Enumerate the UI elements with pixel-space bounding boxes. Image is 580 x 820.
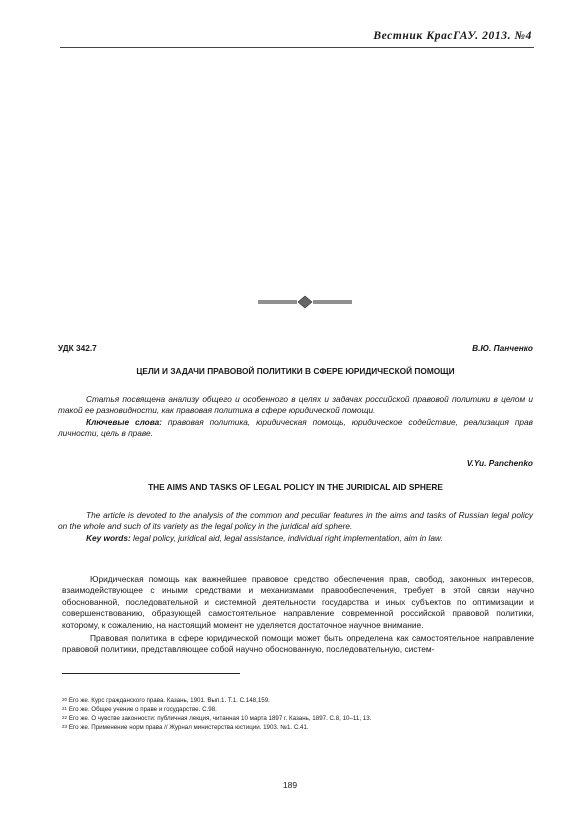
footnote-separator	[62, 673, 240, 674]
keywords-en-label: Key words:	[86, 533, 131, 543]
footnote-text: Его же. Применение норм права // Журнал министерства юстиции. 1903. №1. С.41.	[68, 724, 309, 731]
keywords-en-text: legal policy, juridical aid, legal assistance, individual right implementation, aim in law.	[133, 533, 443, 543]
keywords-ru	[58, 417, 533, 439]
diamond-divider-icon	[258, 295, 352, 309]
footnote-number: 23	[62, 724, 68, 729]
keywords-ru-text: правовая политика, юридическая помощь, юридическое содействие, реализация прав личности, цель в праве.	[58, 417, 533, 438]
body-paragraph-1: Юридическая помощь как важнейшее правовое средство обеспечения прав, свобод, законных интересов, взаимодействующее с иными средствами и механизмами правообеспечения, требует в этой связи научно обоснованной, последовательной и системной деятельности государства и иных субъектов по оптимизации и совершенствованию, образующей самостоятельное направление современной российской правовой политики, которому, к сожалению, на настоящий момент не уделяется достаточное научное внимание.	[62, 574, 534, 630]
footnote-number: 21	[62, 706, 68, 711]
keywords-en	[58, 533, 533, 544]
footnote	[62, 697, 534, 705]
footnote	[62, 706, 534, 714]
page-number: 189	[282, 780, 298, 790]
footnote-text: Его же. О чувстве законности: публичная лекция, читанная 10 марта 1897 г. Казань, 1897. С.8, 10–11, 13.	[68, 715, 372, 722]
header-rule	[60, 47, 534, 48]
footnote-text: Его же. Общее учение о праве и государстве. С.98.	[68, 706, 217, 713]
keywords-ru-label: Ключевые слова:	[86, 417, 162, 427]
author-ru: В.Ю. Панченко	[472, 343, 533, 353]
title-ru: ЦЕЛИ И ЗАДАЧИ ПРАВОВОЙ ПОЛИТИКИ В СФЕРЕ ЮРИДИЧЕСКОЙ ПОМОЩИ	[136, 366, 455, 376]
footnote-number: 20	[62, 697, 68, 702]
footnote	[62, 724, 534, 732]
udk-code: УДК 342.7	[58, 343, 97, 353]
body-paragraph-2: Правовая политика в сфере юридической помощи может быть определена как самостоятельное направление правовой политики, представляющее собой научно обоснованную, последовательную, систем-	[62, 633, 534, 655]
abstract-ru: Статья посвящена анализу общего и особенного в целях и задачах российской правовой политики в целом и такой ее разновидности, как правовая политика в сфере юридической помощи.	[58, 394, 533, 415]
footnote-number: 22	[62, 715, 68, 720]
udk-author-row	[58, 343, 533, 354]
abstract-en: The article is devoted to the analysis of the common and peculiar features in the aims and tasks of Russian legal policy on the whole and such of its variety as the legal policy in the juridical aid sphere.	[58, 510, 533, 531]
author-en: V.Yu. Panchenko	[466, 458, 533, 468]
title-en: THE AIMS AND TASKS OF LEGAL POLICY IN THE JURIDICAL AID SPHERE	[148, 482, 443, 492]
journal-header: Вестник КрасГАУ. 2013. №4	[373, 30, 532, 42]
footnote	[62, 715, 534, 723]
footnote-text: Его же. Курс гражданского права. Казань, 1901. Вып.1. Т.1. С.148,159.	[68, 697, 270, 704]
